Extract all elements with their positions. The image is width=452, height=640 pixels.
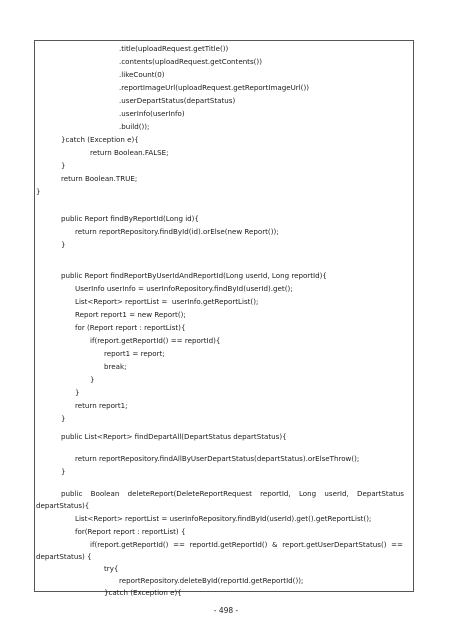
code-line: .likeCount(0) xyxy=(119,70,165,79)
code-line: } xyxy=(61,240,66,249)
code-line: } xyxy=(61,467,66,476)
code-line: } xyxy=(61,414,66,423)
code-line: return Boolean.FALSE; xyxy=(90,148,169,157)
page-number: - 498 - xyxy=(213,606,239,615)
code-line: return reportRepository.findById(id).orElse(new Report()); xyxy=(75,227,279,236)
code-line: UserInfo userInfo = userInfoRepository.findById(userId).get(); xyxy=(75,284,293,293)
code-line: } xyxy=(36,187,41,196)
code-line: } xyxy=(75,388,80,397)
code-line: for(Report report : reportList) { xyxy=(75,527,186,536)
code-line: return report1; xyxy=(75,401,128,410)
code-line: } xyxy=(90,375,95,384)
code-line: .reportImageUrl(uploadRequest.getReportImageUrl()) xyxy=(119,83,309,92)
code-line: .contents(uploadRequest.getContents()) xyxy=(119,57,262,66)
code-line: public Report findReportByUserIdAndReportId(Long userId, Long reportId){ xyxy=(61,271,327,280)
code-line: .build()); xyxy=(119,122,150,131)
code-line: return reportRepository.findAllByUserDepartStatus(departStatus).orElseThrow(); xyxy=(75,454,360,463)
code-line: for (Report report : reportList){ xyxy=(75,323,186,332)
code-line: }catch (Exception e){ xyxy=(104,588,182,597)
code-line: return Boolean.TRUE; xyxy=(61,174,138,183)
code-line: if(report.getReportId() == reportId){ xyxy=(90,336,221,345)
code-line: List<Report> reportList = userInfo.getReportList(); xyxy=(75,297,259,306)
code-line: public Report findByReportId(Long id){ xyxy=(61,214,199,223)
code-line: } xyxy=(61,161,66,170)
code-line: List<Report> reportList = userInfoRepository.findById(userId).get().getReportList(); xyxy=(75,514,372,523)
code-line: report1 = report; xyxy=(104,349,165,358)
code-line: .userDepartStatus(departStatus) xyxy=(119,96,236,105)
code-line: departStatus){ xyxy=(36,501,90,510)
code-line: break; xyxy=(104,362,127,371)
code-line: public List<Report> findDepartAll(DepartStatus departStatus){ xyxy=(61,432,287,441)
code-line: Report report1 = new Report(); xyxy=(75,310,186,319)
code-line: try{ xyxy=(104,564,119,573)
code-line: public Boolean deleteReport(DeleteReportRequest reportId, Long userId, DepartStatus xyxy=(61,489,404,498)
code-line: .userInfo(userInfo) xyxy=(119,109,185,118)
code-line: .title(uploadRequest.getTitle()) xyxy=(119,44,229,53)
code-line: reportRepository.deleteById(reportId.getReportId()); xyxy=(119,576,304,585)
code-line: }catch (Exception e){ xyxy=(61,135,139,144)
code-line: if(report.getReportId() == reportId.getReportId() & report.getUserDepartStatus() == xyxy=(90,540,403,549)
code-line: departStatus) { xyxy=(36,552,92,561)
